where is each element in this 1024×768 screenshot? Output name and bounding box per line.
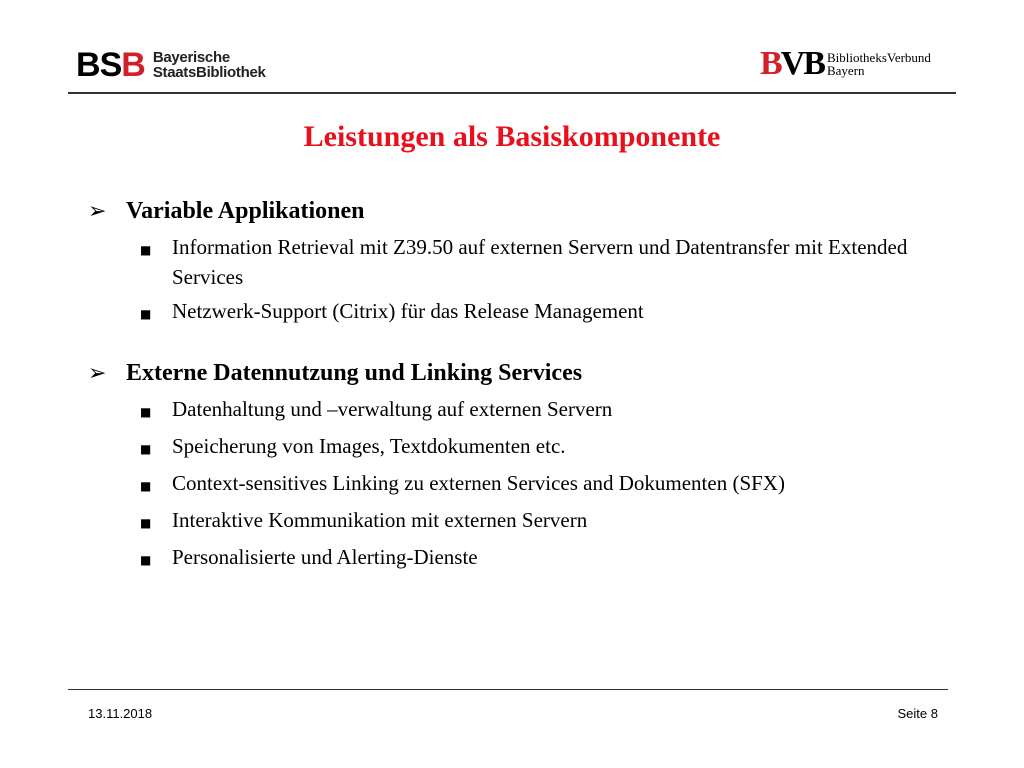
square-bullet-icon: ■ [140, 243, 152, 257]
arrowhead-bullet-icon: ➢ [88, 199, 107, 224]
bvb-logo-mark: BVB [760, 45, 824, 82]
list-item [88, 394, 948, 427]
section-heading-text: Externe Datennutzung und Linking Services [126, 360, 583, 386]
arrowhead-bullet-icon: ➢ [88, 361, 107, 386]
bsb-logo-line1: Bayerische [152, 49, 230, 66]
footer-date: 13.11.2018 [88, 706, 153, 721]
footer-divider [68, 689, 948, 690]
bvb-logo-line2: Bayern [826, 63, 865, 78]
list-item-text: Datenhaltung und –verwaltung auf externen Servern [172, 397, 613, 421]
list-item-text: Speicherung von Images, Textdokumenten etc. [172, 434, 566, 458]
section-externe-datennutzung [88, 357, 948, 575]
square-bullet-icon: ■ [140, 553, 152, 567]
section-heading [88, 357, 948, 390]
bsb-logo-line2: StaatsBibliothek [152, 64, 266, 81]
bvb-logo [760, 47, 931, 81]
section-heading-text: Variable Applikationen [126, 198, 365, 224]
bullet-list [88, 394, 948, 575]
square-bullet-icon: ■ [140, 307, 152, 321]
list-item [88, 232, 948, 292]
list-item [88, 296, 948, 329]
section-heading [88, 195, 948, 228]
list-item [88, 431, 948, 464]
square-bullet-icon: ■ [140, 516, 152, 530]
bsb-logo [76, 48, 266, 82]
list-item-text: Interaktive Kommunikation mit externen Servern [172, 508, 588, 532]
bullet-list [88, 232, 948, 329]
list-item-text: Netzwerk-Support (Citrix) für das Release Management [172, 299, 644, 323]
bvb-logo-text [827, 51, 931, 77]
square-bullet-icon: ■ [140, 442, 152, 456]
slide-title: Leistungen als Basiskomponente [303, 120, 721, 153]
section-variable-applikationen [88, 195, 948, 329]
square-bullet-icon: ■ [140, 479, 152, 493]
list-item-text: Information Retrieval mit Z39.50 auf externen Servern und Datentransfer mit Extended Services [172, 235, 908, 289]
list-item-text: Context-sensitives Linking zu externen Services and Dokumenten (SFX) [172, 471, 785, 495]
bsb-logo-text [153, 50, 266, 80]
bsb-logo-mark: BSB [76, 46, 145, 84]
list-item [88, 505, 948, 538]
list-item-text: Personalisierte und Alerting-Dienste [172, 545, 478, 569]
square-bullet-icon: ■ [140, 405, 152, 419]
bvb-logo-line1: BibliotheksVerbund [826, 50, 931, 65]
list-item [88, 468, 948, 501]
footer-page-number: Seite 8 [897, 706, 938, 721]
slide-content [88, 195, 948, 575]
list-item [88, 542, 948, 575]
header-divider [68, 92, 956, 94]
